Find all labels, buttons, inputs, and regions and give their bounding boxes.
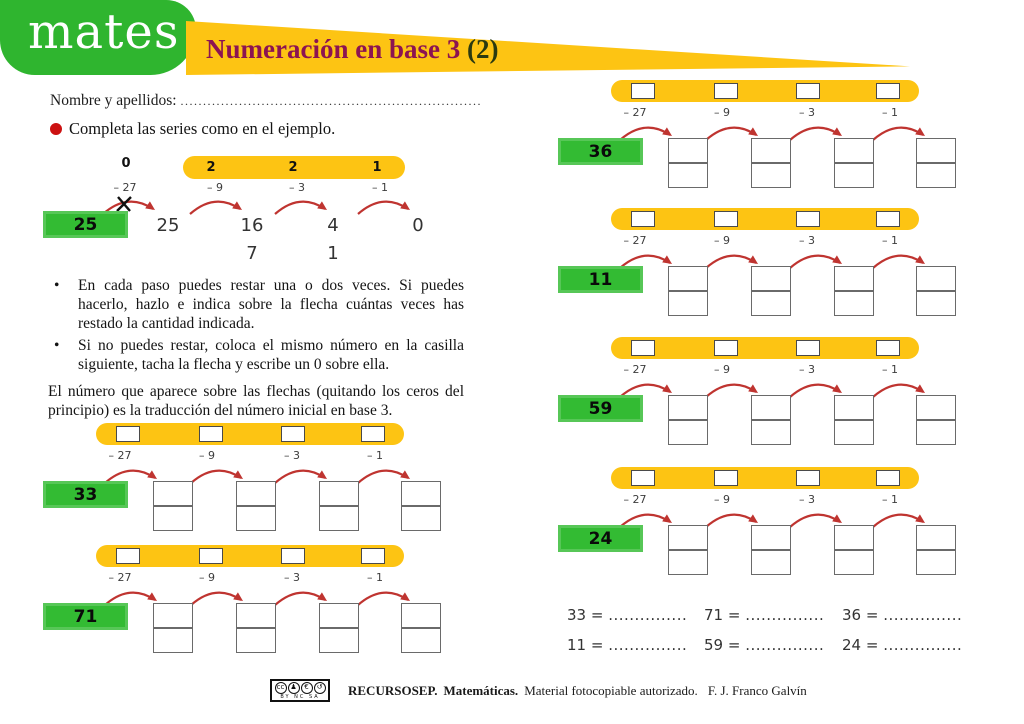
series-slot: [558, 80, 960, 192]
answer-box: [319, 481, 359, 506]
answer-box: [668, 420, 708, 445]
example-digit-bar: [183, 156, 405, 179]
answer-box: [668, 138, 708, 163]
red-bullet-icon: [50, 123, 62, 135]
arrow-label: – 3: [799, 363, 815, 376]
answer-box: [751, 525, 791, 550]
digit-box: [796, 340, 820, 356]
start-number: 25: [73, 214, 98, 235]
answer-box: [668, 163, 708, 188]
answer-box: [916, 266, 956, 291]
answer-box: [668, 525, 708, 550]
series-slot: [558, 337, 960, 449]
answer-box: [834, 395, 874, 420]
answer-box: [153, 628, 193, 653]
answer-box: [751, 163, 791, 188]
task-row: [50, 119, 335, 139]
bullet-1-text: En cada paso puedes restar una o dos veces. Si puedes hacerlo, hazlo e indica sobre la flecha cuántas veces has restado la cantidad indicada.: [78, 277, 464, 333]
digit-box: [714, 211, 738, 227]
digit-box: [631, 211, 655, 227]
arrow-label: – 9: [714, 363, 730, 376]
cc-icon: cc: [275, 682, 287, 694]
answer-box: [834, 550, 874, 575]
series-slot: [558, 467, 960, 579]
arrow-label: – 3: [289, 181, 305, 194]
answer-box: [916, 550, 956, 575]
answer-box: [236, 628, 276, 653]
arrow-label: – 9: [207, 181, 223, 194]
digit-box: [631, 470, 655, 486]
answer-line: [567, 606, 704, 624]
arrow-label: – 1: [367, 571, 383, 584]
cc-by-icon: ♟: [288, 682, 300, 694]
example-digit-zero: 0: [121, 156, 131, 171]
arrow-label: – 1: [882, 106, 898, 119]
base3-digit-bar: [96, 545, 404, 567]
arrow-label: – 3: [799, 493, 815, 506]
answer-dotted-line: ...............: [608, 606, 688, 624]
example-digit: 2: [206, 160, 216, 175]
answer-box: [916, 138, 956, 163]
digit-box: [714, 340, 738, 356]
answer-label: 36 =: [842, 606, 884, 624]
answer-box: [834, 163, 874, 188]
footer-brand: RECURSOSEP.: [348, 682, 438, 698]
arrow-label: – 27: [108, 571, 132, 584]
answer-box: [751, 291, 791, 316]
answer-label: 33 =: [567, 606, 609, 624]
answer-box: [319, 603, 359, 628]
answer-line: [842, 636, 992, 654]
instruction-bullet-2: [48, 336, 464, 374]
example-value: 0: [412, 215, 424, 236]
footer-credits: [348, 683, 807, 699]
page-title: [206, 34, 498, 65]
start-number-box: [43, 481, 128, 508]
name-row: [50, 92, 482, 110]
answer-box: [834, 138, 874, 163]
start-number: 59: [588, 398, 613, 419]
series-slot: [43, 545, 445, 657]
answer-box: [153, 506, 193, 531]
digit-box: [876, 470, 900, 486]
arrow-label: – 27: [623, 234, 647, 247]
series-slot: [43, 423, 445, 535]
digit-box: [631, 83, 655, 99]
series-block: [558, 467, 960, 579]
answer-label: 24 =: [842, 636, 884, 654]
digit-box: [796, 83, 820, 99]
answer-dotted-line: ...............: [608, 636, 688, 654]
answer-box: [236, 603, 276, 628]
bullet-2-text: Si no puedes restar, coloca el mismo número en la casilla siguiente, tacha la flecha y escribe un 0 sobre ella.: [78, 336, 464, 373]
answer-box: [401, 603, 441, 628]
footer: [270, 679, 807, 702]
answer-label: 59 =: [704, 636, 746, 654]
start-number: 11: [588, 269, 613, 290]
bullet-icon: •: [54, 277, 60, 294]
answer-box: [153, 603, 193, 628]
example-value: 4: [327, 215, 339, 236]
page-title-number: (2): [466, 34, 499, 64]
arrow-label: – 27: [623, 493, 647, 506]
digit-box: [796, 470, 820, 486]
base3-digit-bar: [611, 337, 919, 359]
answer-box: [834, 291, 874, 316]
answer-box: [916, 395, 956, 420]
answers-grid: [567, 606, 992, 654]
start-number: 33: [73, 484, 98, 505]
arrow-label: – 1: [372, 181, 388, 194]
arrow-label: – 9: [714, 234, 730, 247]
cc-sa-icon: ↺: [314, 682, 326, 694]
start-number: 24: [588, 528, 613, 549]
base3-digit-bar: [96, 423, 404, 445]
example-digit: 1: [372, 160, 382, 175]
arrow-label: – 1: [882, 363, 898, 376]
name-label: Nombre y apellidos:: [50, 92, 181, 109]
start-number-box: [558, 266, 643, 293]
subtraction-arrows: [95, 190, 425, 218]
example-value: 16: [240, 215, 264, 236]
cc-caption: BY NC SA: [280, 694, 320, 700]
answer-box: [319, 506, 359, 531]
digit-box: [714, 470, 738, 486]
answer-box: [751, 395, 791, 420]
answer-box: [751, 138, 791, 163]
answer-box: [916, 163, 956, 188]
answer-box: [834, 525, 874, 550]
digit-box: [631, 340, 655, 356]
page-title-text: Numeración en base 3: [206, 34, 467, 64]
answer-box: [751, 420, 791, 445]
arrow-label: – 9: [199, 449, 215, 462]
digit-box: [361, 426, 385, 442]
answer-line: [567, 636, 704, 654]
answer-box: [236, 481, 276, 506]
answer-box: [834, 420, 874, 445]
cc-icons-row: [275, 682, 326, 694]
instruction-paragraph: El número que aparece sobre las flechas (quitando los ceros del principio) es la traducción del número inicial en base 3.: [48, 383, 464, 420]
instructions-block: [48, 276, 464, 421]
answer-box: [916, 420, 956, 445]
arrow-label: – 1: [367, 449, 383, 462]
answer-box: [236, 506, 276, 531]
base3-digit-bar: [611, 467, 919, 489]
digit-box: [361, 548, 385, 564]
digit-box: [876, 211, 900, 227]
digit-box: [796, 211, 820, 227]
series-block: [558, 80, 960, 192]
start-number-box: [43, 603, 128, 630]
arrow-label: – 9: [199, 571, 215, 584]
start-number-box: [43, 211, 128, 238]
start-number-box: [558, 138, 643, 165]
series-slot: [558, 208, 960, 320]
answer-dotted-line: ...............: [745, 606, 825, 624]
answer-label: 11 =: [567, 636, 609, 654]
arrow-label: – 27: [108, 449, 132, 462]
arrow-label: – 27: [623, 106, 647, 119]
answer-dotted-line: ...............: [883, 606, 963, 624]
answer-box: [668, 291, 708, 316]
answer-dotted-line: ...............: [883, 636, 963, 654]
arrow-label: – 3: [799, 234, 815, 247]
cc-nc-icon: €: [301, 682, 313, 694]
answer-line: [704, 606, 842, 624]
digit-box: [876, 340, 900, 356]
digit-box: [199, 548, 223, 564]
series-block: [43, 423, 445, 535]
base3-digit-bar: [611, 208, 919, 230]
arrow-label: – 3: [284, 571, 300, 584]
answer-box: [153, 481, 193, 506]
digit-box: [281, 426, 305, 442]
name-dotted-line: ...................................................................: [180, 94, 482, 108]
start-number: 71: [73, 606, 98, 627]
base3-digit-bar: [611, 80, 919, 102]
arrow-label: – 27: [113, 181, 137, 194]
footer-subject: Matemáticas.: [443, 682, 519, 698]
digit-box: [116, 548, 140, 564]
answer-box: [319, 628, 359, 653]
arrow-label: – 3: [799, 106, 815, 119]
start-number-box: [558, 395, 643, 422]
footer-author: F. J. Franco Galvín: [707, 682, 807, 698]
arrow-label: – 1: [882, 234, 898, 247]
series-block: [558, 208, 960, 320]
answer-dotted-line: ...............: [745, 636, 825, 654]
arrow-label: – 9: [714, 493, 730, 506]
digit-box: [116, 426, 140, 442]
series-block: [558, 337, 960, 449]
series-block: [43, 545, 445, 657]
task-instruction: Completa las series como en el ejemplo.: [69, 119, 336, 138]
answer-box: [401, 506, 441, 531]
arrow-label: – 9: [714, 106, 730, 119]
footer-license: Material fotocopiable autorizado.: [524, 682, 698, 698]
answer-box: [916, 291, 956, 316]
example-digit: 2: [288, 160, 298, 175]
example-value: 25: [156, 215, 180, 236]
digit-box: [714, 83, 738, 99]
answer-line: [842, 606, 992, 624]
answer-box: [916, 525, 956, 550]
start-number: 36: [588, 141, 613, 162]
start-number-box: [558, 525, 643, 552]
answer-box: [751, 266, 791, 291]
answer-box: [751, 550, 791, 575]
bullet-icon: •: [54, 336, 60, 354]
answer-box: [668, 550, 708, 575]
instruction-bullet-1: [48, 276, 464, 334]
digit-box: [199, 426, 223, 442]
example-value: 7: [246, 243, 258, 264]
creative-commons-badge-icon: [270, 679, 330, 702]
answer-label: 71 =: [704, 606, 746, 624]
arrow-label: – 3: [284, 449, 300, 462]
answer-box: [401, 628, 441, 653]
answer-box: [401, 481, 441, 506]
answer-box: [834, 266, 874, 291]
answer-box: [668, 266, 708, 291]
answer-line: [704, 636, 842, 654]
example-value: 1: [327, 243, 339, 264]
digit-box: [876, 83, 900, 99]
digit-box: [281, 548, 305, 564]
answer-box: [668, 395, 708, 420]
arrow-label: – 1: [882, 493, 898, 506]
mates-logo-text: mates: [28, 4, 180, 60]
arrow-label: – 27: [623, 363, 647, 376]
